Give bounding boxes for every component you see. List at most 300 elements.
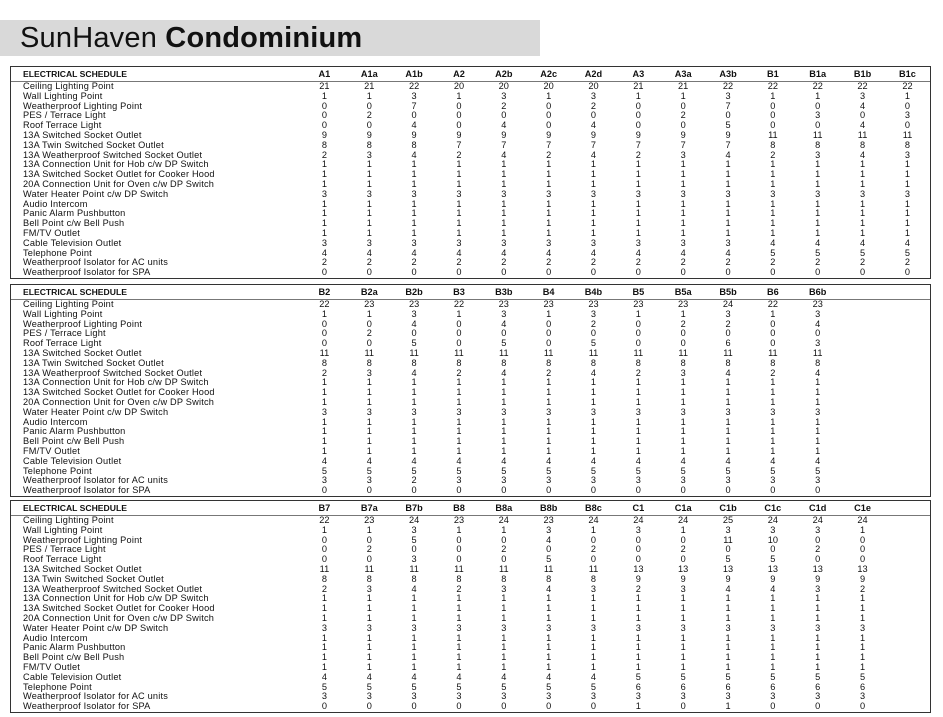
quantity-cell: 2 (501, 545, 507, 555)
unit-type-header: B5b (719, 287, 737, 297)
quantity-cell: 1 (815, 633, 821, 643)
quantity-cell: 9 (635, 574, 641, 584)
quantity-cell: 1 (456, 417, 462, 427)
quantity-cell: 0 (456, 535, 462, 545)
quantity-cell: 1 (321, 179, 327, 189)
quantity-cell: 1 (366, 417, 372, 427)
unit-type-header: B3b (495, 287, 513, 297)
quantity-cell: 4 (411, 150, 417, 160)
item-label: FM/TV Outlet (23, 228, 81, 238)
quantity-cell: 4 (321, 456, 327, 466)
unit-type-header: B8b (539, 503, 558, 513)
quantity-cell: 11 (633, 348, 644, 358)
quantity-cell: 6 (725, 339, 731, 349)
table-row (11, 121, 930, 131)
quantity-cell: 23 (392, 300, 437, 310)
unit-type-header: A3a (674, 69, 692, 79)
quantity-cell: 0 (321, 545, 327, 555)
quantity-cell: 5 (456, 682, 462, 692)
quantity-cell: 1 (680, 594, 686, 604)
quantity-cell: 0 (501, 702, 507, 712)
quantity-cell: 0 (321, 319, 327, 329)
quantity-cell: 4 (411, 319, 417, 329)
quantity-cell: 1 (411, 643, 417, 653)
quantity-cell: 24 (750, 516, 795, 526)
quantity-cell: 8 (501, 574, 507, 584)
quantity-cell: 3 (725, 238, 731, 248)
quantity-cell: 1 (725, 427, 731, 437)
quantity-cell: 3 (501, 623, 507, 633)
quantity-cell: 1 (770, 378, 776, 388)
table-row (11, 634, 930, 644)
quantity-cell (840, 388, 885, 398)
quantity-cell: 1 (501, 594, 507, 604)
item-label: 13A Switched Socket Outlet (23, 130, 142, 140)
quantity-cell: 8 (770, 358, 776, 368)
table-row (11, 604, 930, 614)
quantity-cell: 1 (456, 378, 462, 388)
unit-type-header (885, 501, 930, 516)
quantity-cell: 3 (411, 189, 417, 199)
quantity-cell: 20 (571, 82, 616, 92)
quantity-cell: 0 (725, 486, 731, 496)
quantity-cell: 3 (321, 407, 327, 417)
item-label: Cable Television Outlet (23, 456, 122, 466)
table-row (11, 349, 930, 359)
quantity-cell: 1 (411, 219, 417, 229)
unit-type-header: A1b (405, 69, 423, 79)
quantity-cell: 1 (366, 427, 372, 437)
quantity-cell: 11 (543, 564, 554, 574)
quantity-cell: 1 (859, 594, 866, 604)
quantity-cell: 1 (815, 653, 821, 663)
table-row (11, 437, 930, 447)
table-row (11, 692, 930, 702)
quantity-cell: 5 (859, 248, 866, 258)
quantity-cell: 0 (859, 535, 866, 545)
table-row (11, 249, 930, 259)
quantity-cell: 23 (795, 300, 840, 310)
item-label: Ceiling Lighting Point (11, 82, 302, 92)
quantity-cell: 1 (366, 446, 372, 456)
quantity-cell: 1 (366, 219, 372, 229)
unit-type-header: B8a (495, 503, 513, 513)
quantity-cell: 22 (840, 82, 885, 92)
quantity-cell: 1 (321, 160, 327, 170)
quantity-cell (885, 575, 930, 585)
quantity-cell: 1 (590, 397, 597, 407)
quantity-cell: 1 (321, 378, 327, 388)
quantity-cell: 1 (456, 427, 462, 437)
quantity-cell: 5 (501, 466, 507, 476)
quantity-cell: 1 (590, 633, 597, 643)
quantity-cell: 5 (501, 339, 507, 349)
quantity-cell: 1 (501, 613, 507, 623)
table-row (11, 702, 930, 712)
quantity-cell: 1 (590, 525, 597, 535)
quantity-cell: 4 (501, 456, 507, 466)
quantity-cell: 4 (904, 238, 911, 248)
quantity-cell: 11 (902, 130, 913, 140)
quantity-cell: 1 (590, 219, 597, 229)
quantity-cell: 1 (546, 91, 552, 101)
quantity-cell: 0 (546, 268, 552, 278)
quantity-cell: 2 (815, 258, 821, 268)
unit-type-header: A2c (540, 69, 558, 79)
item-label: Weatherproof Isolator for AC units (23, 692, 169, 702)
quantity-cell: 1 (501, 525, 507, 535)
quantity-cell: 24 (795, 516, 840, 526)
quantity-cell (840, 339, 885, 349)
quantity-cell: 23 (661, 300, 706, 310)
unit-type-header: A2 (453, 69, 465, 79)
quantity-cell: 3 (321, 623, 327, 633)
quantity-cell: 2 (546, 368, 552, 378)
quantity-cell: 1 (680, 417, 686, 427)
quantity-cell: 1 (546, 228, 552, 238)
item-label: 13A Switched Socket Outlet (23, 348, 142, 358)
quantity-cell: 3 (859, 91, 866, 101)
quantity-cell: 8 (366, 140, 372, 150)
quantity-cell: 11 (723, 348, 733, 358)
quantity-cell: 0 (411, 329, 417, 339)
unit-type-header (840, 285, 885, 300)
quantity-cell (840, 476, 885, 486)
quantity-cell: 1 (635, 219, 641, 229)
quantity-cell: 1 (321, 662, 327, 672)
quantity-cell: 1 (770, 397, 776, 407)
quantity-cell: 1 (590, 179, 597, 189)
quantity-cell: 1 (725, 199, 731, 209)
quantity-cell: 8 (366, 358, 372, 368)
unit-type-header: B8 (453, 503, 465, 513)
quantity-cell: 1 (725, 397, 731, 407)
quantity-cell: 4 (546, 248, 552, 258)
quantity-cell: 2 (321, 258, 327, 268)
quantity-cell: 0 (546, 486, 552, 496)
quantity-cell: 1 (635, 309, 641, 319)
unit-type-header: B7b (405, 503, 423, 513)
quantity-cell: 0 (815, 101, 821, 111)
quantity-cell (885, 486, 930, 496)
quantity-cell: 0 (546, 111, 552, 121)
quantity-cell: 8 (321, 140, 327, 150)
table-row (11, 160, 930, 170)
quantity-cell: 1 (501, 388, 507, 398)
quantity-cell: 11 (678, 348, 688, 358)
table-row (11, 565, 930, 575)
quantity-cell: 7 (456, 140, 462, 150)
quantity-cell: 1 (456, 179, 462, 189)
quantity-cell: 1 (456, 209, 462, 219)
quantity-cell: 23 (481, 300, 526, 310)
quantity-cell: 1 (590, 199, 597, 209)
quantity-cell: 2 (321, 368, 327, 378)
schedule-header-row (11, 501, 930, 516)
quantity-cell: 24 (706, 300, 751, 310)
quantity-cell: 1 (366, 633, 372, 643)
quantity-cell: 3 (680, 692, 686, 702)
quantity-cell: 1 (501, 209, 507, 219)
quantity-cell: 0 (321, 555, 327, 565)
table-row (11, 418, 930, 428)
quantity-cell: 1 (590, 378, 597, 388)
quantity-cell: 0 (590, 329, 597, 339)
quantity-cell: 0 (859, 111, 866, 121)
quantity-cell: 3 (859, 189, 866, 199)
table-row (11, 131, 930, 141)
quantity-cell: 13 (722, 564, 734, 574)
quantity-cell: 1 (546, 199, 552, 209)
quantity-cell: 7 (725, 140, 731, 150)
quantity-cell: 24 (840, 516, 885, 526)
quantity-cell: 2 (411, 258, 417, 268)
quantity-cell: 3 (501, 407, 507, 417)
quantity-cell: 1 (321, 219, 327, 229)
quantity-cell: 0 (321, 535, 327, 545)
quantity-cell: 0 (680, 555, 686, 565)
quantity-cell: 1 (366, 309, 372, 319)
brand-light: SunHaven (20, 22, 158, 54)
item-label: 13A Twin Switched Socket Outlet (23, 140, 164, 150)
quantity-cell: 0 (815, 702, 821, 712)
quantity-cell: 1 (501, 417, 507, 427)
quantity-cell: 1 (411, 388, 417, 398)
quantity-cell: 3 (590, 238, 597, 248)
quantity-cell: 1 (770, 643, 776, 653)
quantity-cell: 1 (859, 179, 866, 189)
quantity-cell: 1 (456, 160, 462, 170)
quantity-cell: 3 (366, 150, 372, 160)
item-label: 13A Switched Socket Outlet (23, 564, 142, 574)
quantity-cell: 1 (770, 427, 776, 437)
quantity-cell: 3 (635, 476, 641, 486)
quantity-cell: 0 (770, 268, 776, 278)
quantity-cell: 3 (590, 189, 597, 199)
quantity-cell: 4 (501, 672, 507, 682)
item-label: Weatherproof Lighting Point (23, 535, 143, 545)
quantity-cell: 11 (588, 564, 599, 574)
item-label: Ceiling Lighting Point (11, 300, 302, 310)
quantity-cell: 4 (501, 150, 507, 160)
quantity-cell: 1 (546, 643, 552, 653)
quantity-cell: 1 (725, 702, 731, 712)
quantity-cell: 13 (767, 564, 778, 574)
quantity-cell: 1 (321, 228, 327, 238)
quantity-cell: 0 (770, 339, 776, 349)
quantity-cell: 2 (456, 584, 462, 594)
quantity-cell: 24 (616, 516, 661, 526)
quantity-cell: 1 (590, 228, 597, 238)
quantity-cell: 5 (770, 466, 776, 476)
quantity-cell: 0 (546, 319, 552, 329)
quantity-cell: 3 (546, 476, 552, 486)
quantity-cell: 1 (635, 437, 641, 447)
quantity-cell: 1 (859, 613, 866, 623)
quantity-cell: 1 (411, 446, 417, 456)
quantity-cell: 2 (590, 101, 597, 111)
quantity-cell: 22 (750, 82, 795, 92)
quantity-cell: 5 (680, 466, 686, 476)
quantity-cell: 4 (501, 368, 507, 378)
quantity-cell: 1 (501, 160, 507, 170)
item-label: Telephone Point (23, 466, 92, 476)
quantity-cell: 3 (680, 623, 686, 633)
unit-type-header: B4 (542, 287, 555, 297)
quantity-cell: 11 (768, 130, 778, 140)
quantity-cell (885, 663, 930, 673)
quantity-cell: 1 (815, 388, 821, 398)
quantity-cell: 1 (411, 228, 417, 238)
quantity-cell: 4 (501, 121, 507, 131)
quantity-cell (840, 310, 885, 320)
quantity-cell: 0 (321, 702, 327, 712)
quantity-cell: 1 (859, 633, 866, 643)
quantity-cell: 3 (770, 189, 776, 199)
quantity-cell: 1 (725, 633, 731, 643)
quantity-cell: 1 (590, 170, 597, 180)
quantity-cell (885, 398, 930, 408)
quantity-cell: 3 (635, 692, 641, 702)
quantity-cell: 0 (815, 535, 821, 545)
quantity-cell: 1 (635, 378, 641, 388)
quantity-cell: 3 (725, 91, 731, 101)
quantity-cell: 1 (770, 653, 776, 663)
quantity-cell: 5 (546, 682, 552, 692)
item-label: Audio Intercom (23, 417, 88, 427)
quantity-cell: 5 (635, 672, 641, 682)
quantity-cell: 0 (456, 268, 462, 278)
quantity-cell: 3 (725, 476, 731, 486)
quantity-cell: 11 (319, 564, 330, 574)
item-label: FM/TV Outlet (23, 662, 81, 672)
quantity-cell: 0 (366, 702, 372, 712)
quantity-cell: 1 (770, 388, 776, 398)
table-row (11, 369, 930, 379)
quantity-cell: 0 (321, 329, 327, 339)
quantity-cell: 1 (635, 594, 641, 604)
quantity-cell: 3 (680, 407, 686, 417)
item-label: Wall Lighting Point (23, 525, 103, 535)
quantity-cell: 1 (501, 437, 507, 447)
quantity-cell: 1 (680, 397, 686, 407)
quantity-cell: 1 (859, 525, 866, 535)
quantity-cell: 4 (725, 368, 731, 378)
table-row (11, 594, 930, 604)
quantity-cell: 1 (680, 309, 686, 319)
quantity-cell (885, 683, 930, 693)
quantity-cell: 1 (635, 397, 641, 407)
quantity-cell: 3 (411, 407, 417, 417)
quantity-cell: 1 (680, 378, 686, 388)
quantity-cell: 2 (770, 150, 776, 160)
quantity-cell: 1 (321, 437, 327, 447)
unit-type-header: B1c (899, 69, 916, 79)
item-label: Panic Alarm Pushbutton (23, 209, 126, 219)
quantity-cell: 0 (366, 101, 372, 111)
table-row (11, 476, 930, 486)
item-label: Water Heater Point c/w DP Switch (23, 623, 169, 633)
schedule-table-1 (10, 66, 931, 279)
unit-type-header: B6 (766, 287, 779, 297)
quantity-cell: 3 (770, 692, 776, 702)
quantity-cell: 0 (635, 535, 641, 545)
quantity-cell: 9 (546, 130, 552, 140)
unit-type-header: B7 (318, 503, 331, 513)
schedule-title: ELECTRICAL SCHEDULE (23, 287, 127, 297)
quantity-cell: 1 (725, 160, 731, 170)
quantity-cell: 1 (770, 613, 776, 623)
quantity-cell: 1 (635, 160, 641, 170)
quantity-cell: 3 (815, 623, 821, 633)
quantity-cell: 0 (590, 702, 597, 712)
quantity-cell: 4 (546, 535, 552, 545)
unit-type-header: C1d (809, 503, 827, 513)
quantity-cell: 0 (680, 268, 686, 278)
item-label: PES / Terrace Light (23, 545, 106, 555)
quantity-cell: 1 (770, 633, 776, 643)
quantity-cell: 1 (680, 662, 686, 672)
table-row (11, 585, 930, 595)
table-row (11, 545, 930, 555)
quantity-cell: 2 (725, 258, 731, 268)
quantity-cell: 1 (321, 633, 327, 643)
quantity-cell: 3 (815, 407, 821, 417)
quantity-cell: 1 (680, 388, 686, 398)
quantity-cell: 3 (321, 238, 327, 248)
quantity-cell: 3 (725, 309, 731, 319)
quantity-cell: 1 (501, 199, 507, 209)
quantity-cell: 2 (859, 258, 866, 268)
quantity-cell: 23 (526, 300, 571, 310)
quantity-cell: 1 (725, 653, 731, 663)
quantity-cell: 2 (770, 258, 776, 268)
quantity-cell: 4 (859, 238, 866, 248)
quantity-cell: 1 (590, 160, 597, 170)
quantity-cell: 0 (546, 545, 552, 555)
quantity-cell: 4 (321, 248, 327, 258)
item-label: Cable Television Outlet (23, 238, 122, 248)
table-row (11, 673, 930, 683)
quantity-cell: 2 (904, 258, 911, 268)
schedule-title: ELECTRICAL SCHEDULE (23, 69, 127, 79)
quantity-cell: 1 (411, 179, 417, 189)
table-row (11, 516, 930, 526)
quantity-cell: 2 (590, 319, 597, 329)
quantity-cell: 1 (635, 702, 641, 712)
quantity-cell: 1 (725, 594, 731, 604)
quantity-cell (885, 594, 930, 604)
quantity-cell: 1 (859, 228, 866, 238)
quantity-cell (840, 359, 885, 369)
quantity-cell: 3 (546, 525, 552, 535)
quantity-cell (885, 604, 930, 614)
quantity-cell (840, 398, 885, 408)
item-label: Panic Alarm Pushbutton (23, 643, 126, 653)
table-row (11, 653, 930, 663)
quantity-cell: 3 (590, 407, 597, 417)
item-label: Weatherproof Isolator for SPA (23, 702, 151, 712)
table-row (11, 151, 930, 161)
quantity-cell: 1 (546, 397, 552, 407)
quantity-cell: 5 (635, 466, 641, 476)
quantity-cell: 1 (859, 170, 866, 180)
unit-type-header (885, 285, 930, 300)
quantity-cell: 3 (815, 692, 821, 702)
item-label: Roof Terrace Light (23, 555, 102, 565)
quantity-cell: 1 (770, 160, 776, 170)
quantity-cell: 22 (437, 300, 482, 310)
